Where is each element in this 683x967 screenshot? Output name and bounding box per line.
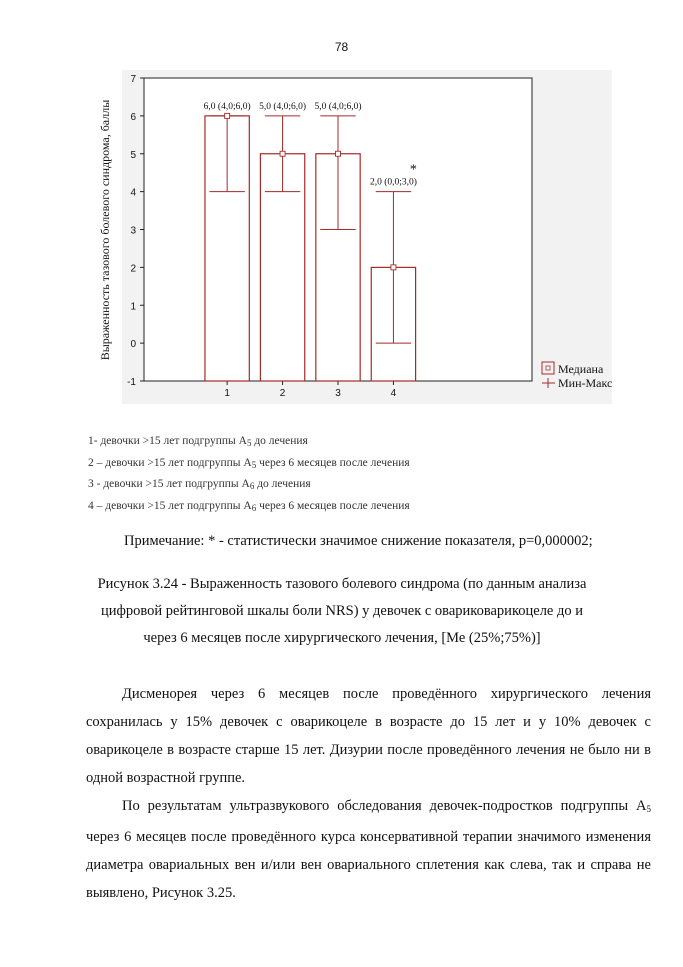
paragraph: По результатам ультразвукового обследования девочек-подростков подгруппы $А_5$ через 6 месяцев после проведённого курса консервативной терапии значимого изменения диаметра овариальных вен и/или вен овариального сплетения как слева, так и справа не выявлено, Рисунок 3.25.	[86, 798, 651, 901]
y-tick-label: 6	[130, 111, 136, 123]
box-chart	[95, 68, 615, 408]
median-point	[336, 151, 341, 156]
caption-line: через 6 месяцев после хирургического лечения, [Ме (25%;75%)]	[143, 630, 541, 646]
x-tick-label: 2	[279, 388, 286, 399]
y-tick-label: 5	[130, 149, 136, 161]
y-tick-label: 2	[130, 263, 136, 275]
x-tick-label: 4	[390, 388, 397, 399]
body-text	[86, 680, 651, 907]
page-number: 78	[334, 40, 349, 54]
median-point	[391, 265, 396, 270]
median-point	[225, 113, 230, 118]
y-tick-label: 7	[130, 74, 136, 85]
legend-minmax-label: Мин-Макс	[558, 376, 613, 390]
significance-marker: *	[409, 162, 417, 178]
median-point	[280, 151, 285, 156]
x-tick-label: 3	[335, 388, 341, 399]
y-tick-label: 1	[130, 301, 136, 313]
legend-median-label: Медиана	[558, 362, 604, 376]
data-label: 2,0 (0,0;3,0)	[369, 177, 417, 188]
figure-caption	[60, 571, 624, 652]
y-tick-label: 4	[130, 187, 136, 199]
y-tick-label: 0	[130, 339, 136, 351]
group-legend-item: 1- девочки >15 лет подгруппы $А_5$ до лечения	[88, 435, 308, 448]
caption-line: Рисунок 3.24 - Выраженность тазового болевого синдрома (по данным анализа	[97, 576, 587, 592]
data-label: 6,0 (4,0;6,0)	[203, 101, 251, 112]
data-label: 5,0 (4,0;6,0)	[314, 101, 362, 112]
caption-line: цифровой рейтинговой шкалы боли NRS) у девочек с овариковарикоцеле до и	[100, 603, 584, 619]
group-legend-item: 2 – девочки >15 лет подгруппы $А_5$ через 6 месяцев после лечения	[88, 456, 410, 470]
figure-note: Примечание: * - статистически значимое снижение показателя, р=0,000002;	[124, 533, 593, 549]
group-legend	[88, 432, 410, 518]
group-legend-item: 3 - девочки >15 лет подгруппы $А_6$ до лечения	[88, 478, 311, 491]
y-tick-label: 3	[130, 225, 136, 237]
x-tick-label: 1	[224, 388, 230, 399]
y-tick-label: -1	[127, 377, 136, 388]
data-label: 5,0 (4,0;6,0)	[259, 101, 307, 112]
group-legend-item: 4 – девочки >15 лет подгруппы $А_6$ через 6 месяцев после лечения	[88, 499, 410, 513]
y-axis-label: Выраженность тазового болевого синдрома, баллы	[98, 99, 112, 361]
paragraph: Дисменорея через 6 месяцев после проведённого хирургического лечения сохранилась у 15% девочек с оварикоцеле в возрасте до 15 лет и у 10% девочек с оварикоцеле в возрасте старше 15 лет. Дизурии после проведённого лечения не было ни в одной возрастной группе.	[86, 686, 651, 786]
legend-median-marker	[546, 366, 550, 370]
